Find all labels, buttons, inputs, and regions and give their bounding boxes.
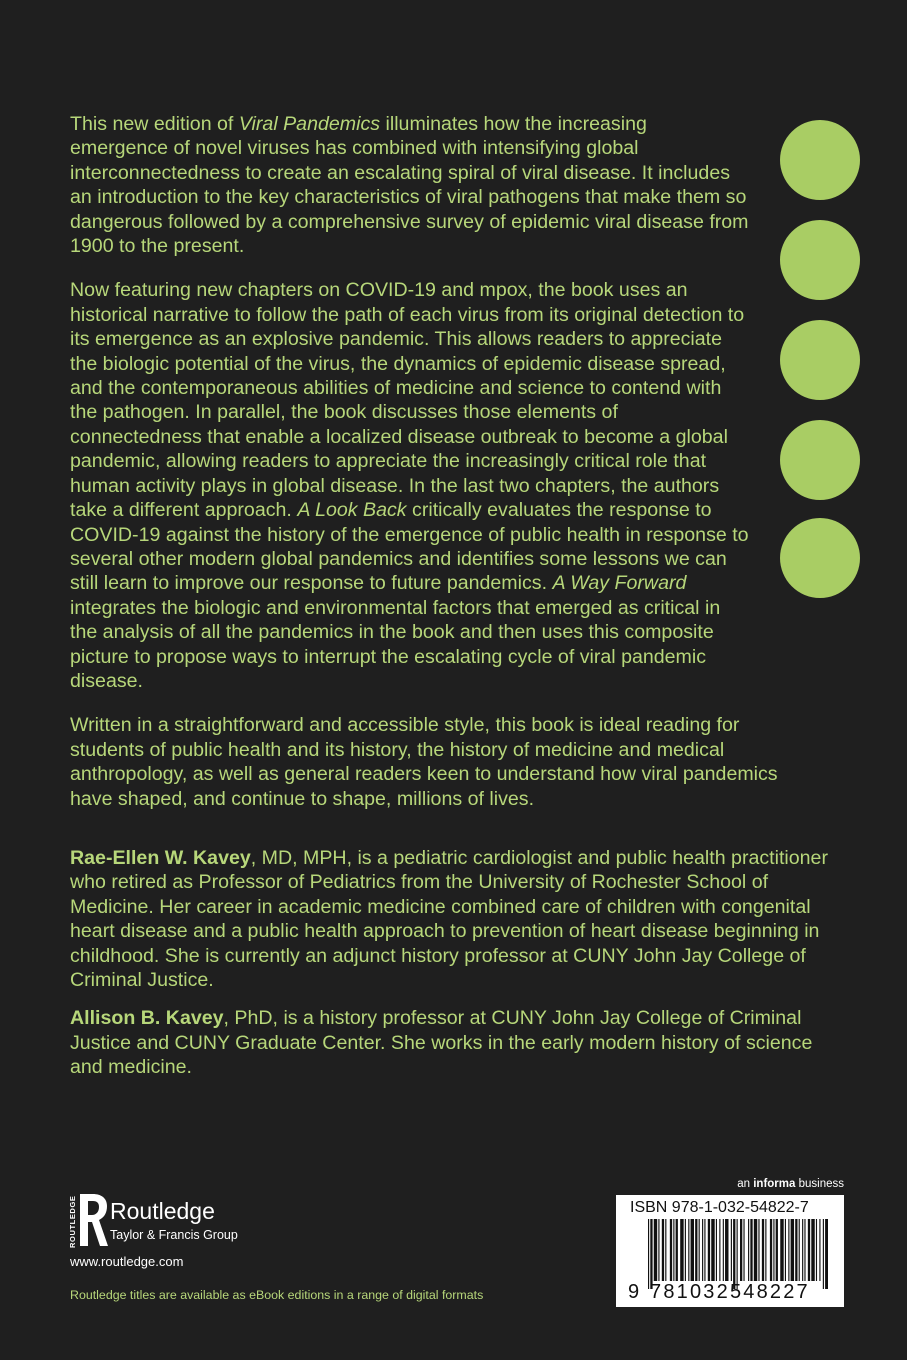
barcode-bar	[662, 1219, 664, 1281]
barcode-bar	[754, 1219, 757, 1281]
author-bio-2: Allison B. Kavey, PhD, is a history professor at CUNY John Jay College of Criminal Justice and CUNY Graduate Center. She works in the early modern history of science and medicine.	[70, 1007, 813, 1079]
isbn-digits: 9 781032548227	[628, 1281, 810, 1303]
blurb-paragraph-1: This new edition of Viral Pandemics illuminates how the increasing emergence of novel viruses has combined with intensifying global interconnectedness to create an escalating spiral of viral disease. It includes an introduction to the key characteristics of viral pathogens that make them so dangerous followed by a comprehensive survey of epidemic viral disease from 1900 to the present.	[70, 113, 749, 258]
barcode-bar	[750, 1219, 752, 1281]
publisher-name: Routledge	[110, 1198, 215, 1224]
barcode-bar	[795, 1219, 797, 1281]
decorative-circle	[780, 320, 860, 400]
blurb-paragraph-3: Written in a straightforward and accessible style, this book is ideal reading for students of public health and its history, the history of medicine and medical anthropology, as well as general readers keen to understand how viral pandemics have shaped, and continue to shape, millions of lives.	[70, 714, 778, 810]
barcode-bar	[650, 1219, 652, 1289]
barcode-bar	[765, 1219, 766, 1281]
barcode-bar	[680, 1219, 683, 1281]
barcode-bar	[740, 1219, 742, 1281]
barcode-bar	[708, 1219, 710, 1281]
blurb	[70, 112, 778, 831]
barcode-bar	[665, 1219, 666, 1281]
barcode-bar	[743, 1219, 744, 1281]
isbn-label: ISBN 978-1-032-54822-7	[630, 1199, 809, 1216]
barcode-bar	[823, 1219, 824, 1289]
informa-business-label: an informa business	[737, 1178, 844, 1190]
blurb-paragraph-2: Now featuring new chapters on COVID-19 and mpox, the book uses an historical narrative to follow the path of each virus from its original detection to its emergence as an explosive pandemic. This allows readers to appreciate the biologic potential of the virus, the dynamics of epidemic disease spread, and the contemporaneous abilities of medicine and science to contend with the pathogen. In parallel, the book discusses those elements of connectedness that enable a localized disease outbreak to become a global pandemic, allowing readers to appreciate the increasingly critical role that human activity plays in global disease. In the last two chapters, the authors take a different approach. A Look Back critically evaluates the response to COVID-19 against the history of the emergence of public health in response to several other modern global pandemics and identifies some lessons we can still learn to improve our response to future pandemics. A Way Forward integrates the biologic and environmental factors that emerged as critical in the analysis of all the pandemics in the book and then uses this composite picture to propose ways to interrupt the escalating cycle of viral pandemic disease.	[70, 279, 749, 692]
barcode-bar	[733, 1219, 735, 1289]
barcode-bar	[737, 1219, 738, 1289]
barcode-bar	[770, 1219, 772, 1281]
barcode-bar	[799, 1219, 800, 1281]
barcode-bar	[673, 1219, 674, 1281]
routledge-r-icon	[78, 1192, 108, 1248]
barcode-bar	[785, 1219, 786, 1281]
barcode-bar	[825, 1219, 828, 1289]
barcode-bar	[816, 1219, 817, 1281]
author-name: Allison B. Kavey	[70, 1007, 224, 1030]
isbn-barcode	[616, 1195, 844, 1307]
barcode-bar	[702, 1219, 703, 1281]
author-bio-1: Rae-Ellen W. Kavey, MD, MPH, is a pediatric cardiologist and public health practitioner who retired as Professor of Pediatrics from the University of Rochester School of Medicine. Her career in academic medicine combined care of children with congenital heart disease and a public health approach to prevention of heart disease beginning in childhood. She is currently an adjunct history professor at CUNY John Jay College of Criminal Justice.	[70, 847, 828, 992]
logo-vertical-text: ROUTLEDGE	[68, 1195, 77, 1248]
barcode-bar	[773, 1219, 774, 1281]
barcode-bar	[731, 1219, 732, 1281]
barcode-bar	[699, 1219, 700, 1281]
barcode-bar	[688, 1219, 689, 1281]
decorative-circle	[780, 420, 860, 500]
barcode-bar	[819, 1219, 820, 1281]
ebook-note: Routledge titles are available as eBook editions in a range of digital formats	[70, 1288, 484, 1302]
barcode-bar	[691, 1219, 694, 1281]
barcode-bar	[802, 1219, 803, 1281]
barcode-bar	[704, 1219, 705, 1281]
barcode-bar	[654, 1219, 657, 1281]
barcode-bar	[648, 1219, 649, 1289]
barcode-bar	[804, 1219, 805, 1281]
barcode-bar	[658, 1219, 659, 1281]
decorative-circle	[780, 220, 860, 300]
decorative-circle	[780, 120, 860, 200]
barcode-bar	[791, 1219, 794, 1281]
barcode-bar	[725, 1219, 728, 1281]
barcode-bar	[685, 1219, 686, 1281]
barcode-bar	[711, 1219, 714, 1281]
barcode-bar	[695, 1219, 697, 1281]
barcode-bar	[762, 1219, 764, 1281]
barcode-bar	[780, 1219, 783, 1281]
barcode-bar	[811, 1219, 814, 1281]
book-title: Viral Pandemics	[238, 113, 381, 135]
barcode-bar	[788, 1219, 789, 1281]
barcode-bar	[748, 1219, 749, 1281]
barcode-bar	[758, 1219, 759, 1281]
barcode-bar	[676, 1219, 678, 1281]
chapter-title-look-back: A Look Back	[297, 499, 407, 522]
barcode-bar	[776, 1219, 778, 1281]
barcode-bar	[723, 1219, 724, 1281]
publisher-url[interactable]: www.routledge.com	[70, 1254, 184, 1269]
barcode-bar	[716, 1219, 717, 1281]
decorative-circle	[780, 518, 860, 598]
publisher-subtitle: Taylor & Francis Group	[110, 1228, 238, 1242]
barcode-bar	[719, 1219, 720, 1281]
barcode-bar	[808, 1219, 810, 1281]
chapter-title-way-forward: A Way Forward	[552, 572, 687, 595]
author-bios	[70, 846, 850, 1094]
barcode-bar	[670, 1219, 672, 1281]
author-name: Rae-Ellen W. Kavey	[70, 847, 251, 869]
